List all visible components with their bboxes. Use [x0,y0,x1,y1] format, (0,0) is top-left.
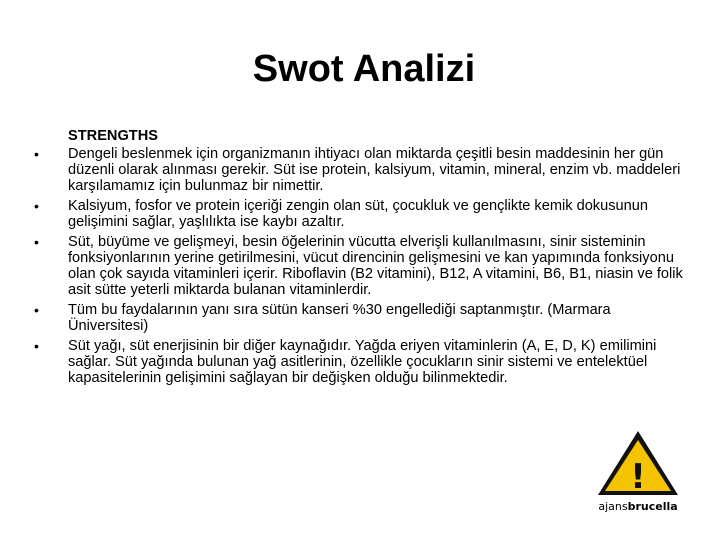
bullet-marker: • [34,338,39,354]
bullet-text: Tüm bu faydalarının yanı sıra sütün kanseri %30 engellediği saptanmıştır. (Marmara Üniversitesi) [68,302,611,334]
bullet-item [34,302,686,334]
exclamation-glyph: ! [630,457,646,496]
bullet-list [34,146,686,386]
bullet-item [34,146,686,194]
bullet-item [34,338,686,386]
warning-triangle-icon [597,430,679,496]
bullet-text: Süt yağı, süt enerjisinin bir diğer kaynağıdır. Yağda eriyen vitaminlerin (A, E, D, K) emilimini sağlar. Süt yağında bulunan yağ asitlerinin, özellikle çocukların sinir sistemi ve entelektüel kapasitelerinin gelişimini sağlayan bir değişken olduğu bilinmektedir. [68,338,657,386]
brand-wordmark [590,500,686,514]
bullet-marker: • [34,234,39,250]
bullet-marker: • [34,302,39,318]
slide-title: Swot Analizi [252,48,476,90]
bullet-text: Kalsiyum, fosfor ve protein içeriği zengin olan süt, çocukluk ve gençlikte kemik dokusunun gelişimini sağlar, yaşlılıkta ise kaybı azaltır. [68,198,648,230]
brand-logo [590,430,686,518]
bullet-marker: • [34,198,39,214]
bullet-item [34,198,686,230]
brand-name: brucella [627,500,678,513]
bullet-marker: • [34,146,39,162]
brand-prefix: ajans [598,500,628,513]
section-heading: STRENGTHS [68,128,158,144]
bullet-item [34,234,686,298]
slide-content [34,128,686,390]
bullet-text: Dengeli beslenmek için organizmanın ihtiyacı olan miktarda çeşitli besin maddesinin her gün düzenli olarak alınması gerekir. Süt ise protein, kalsiyum, vitamin, mineral, enzim vb. maddeleri karşılamamız için bulunmaz bir nimettir. [68,146,681,194]
bullet-text: Süt, büyüme ve gelişmeyi, besin öğelerinin vücutta elverişli kullanılmasını, sinir sisteminin fonksiyonlarının yerine getirilmesini, vücut direncinin gelişmesini ve kan yapımında fonksiyonu olan çok sayıda vitaminleri içerir. Riboflavin (B2 vitamini), B12, A vitamini, B6, B1, niasin ve folik asit sütte yeterli miktarda bulanan vitaminlerdir. [68,234,683,298]
